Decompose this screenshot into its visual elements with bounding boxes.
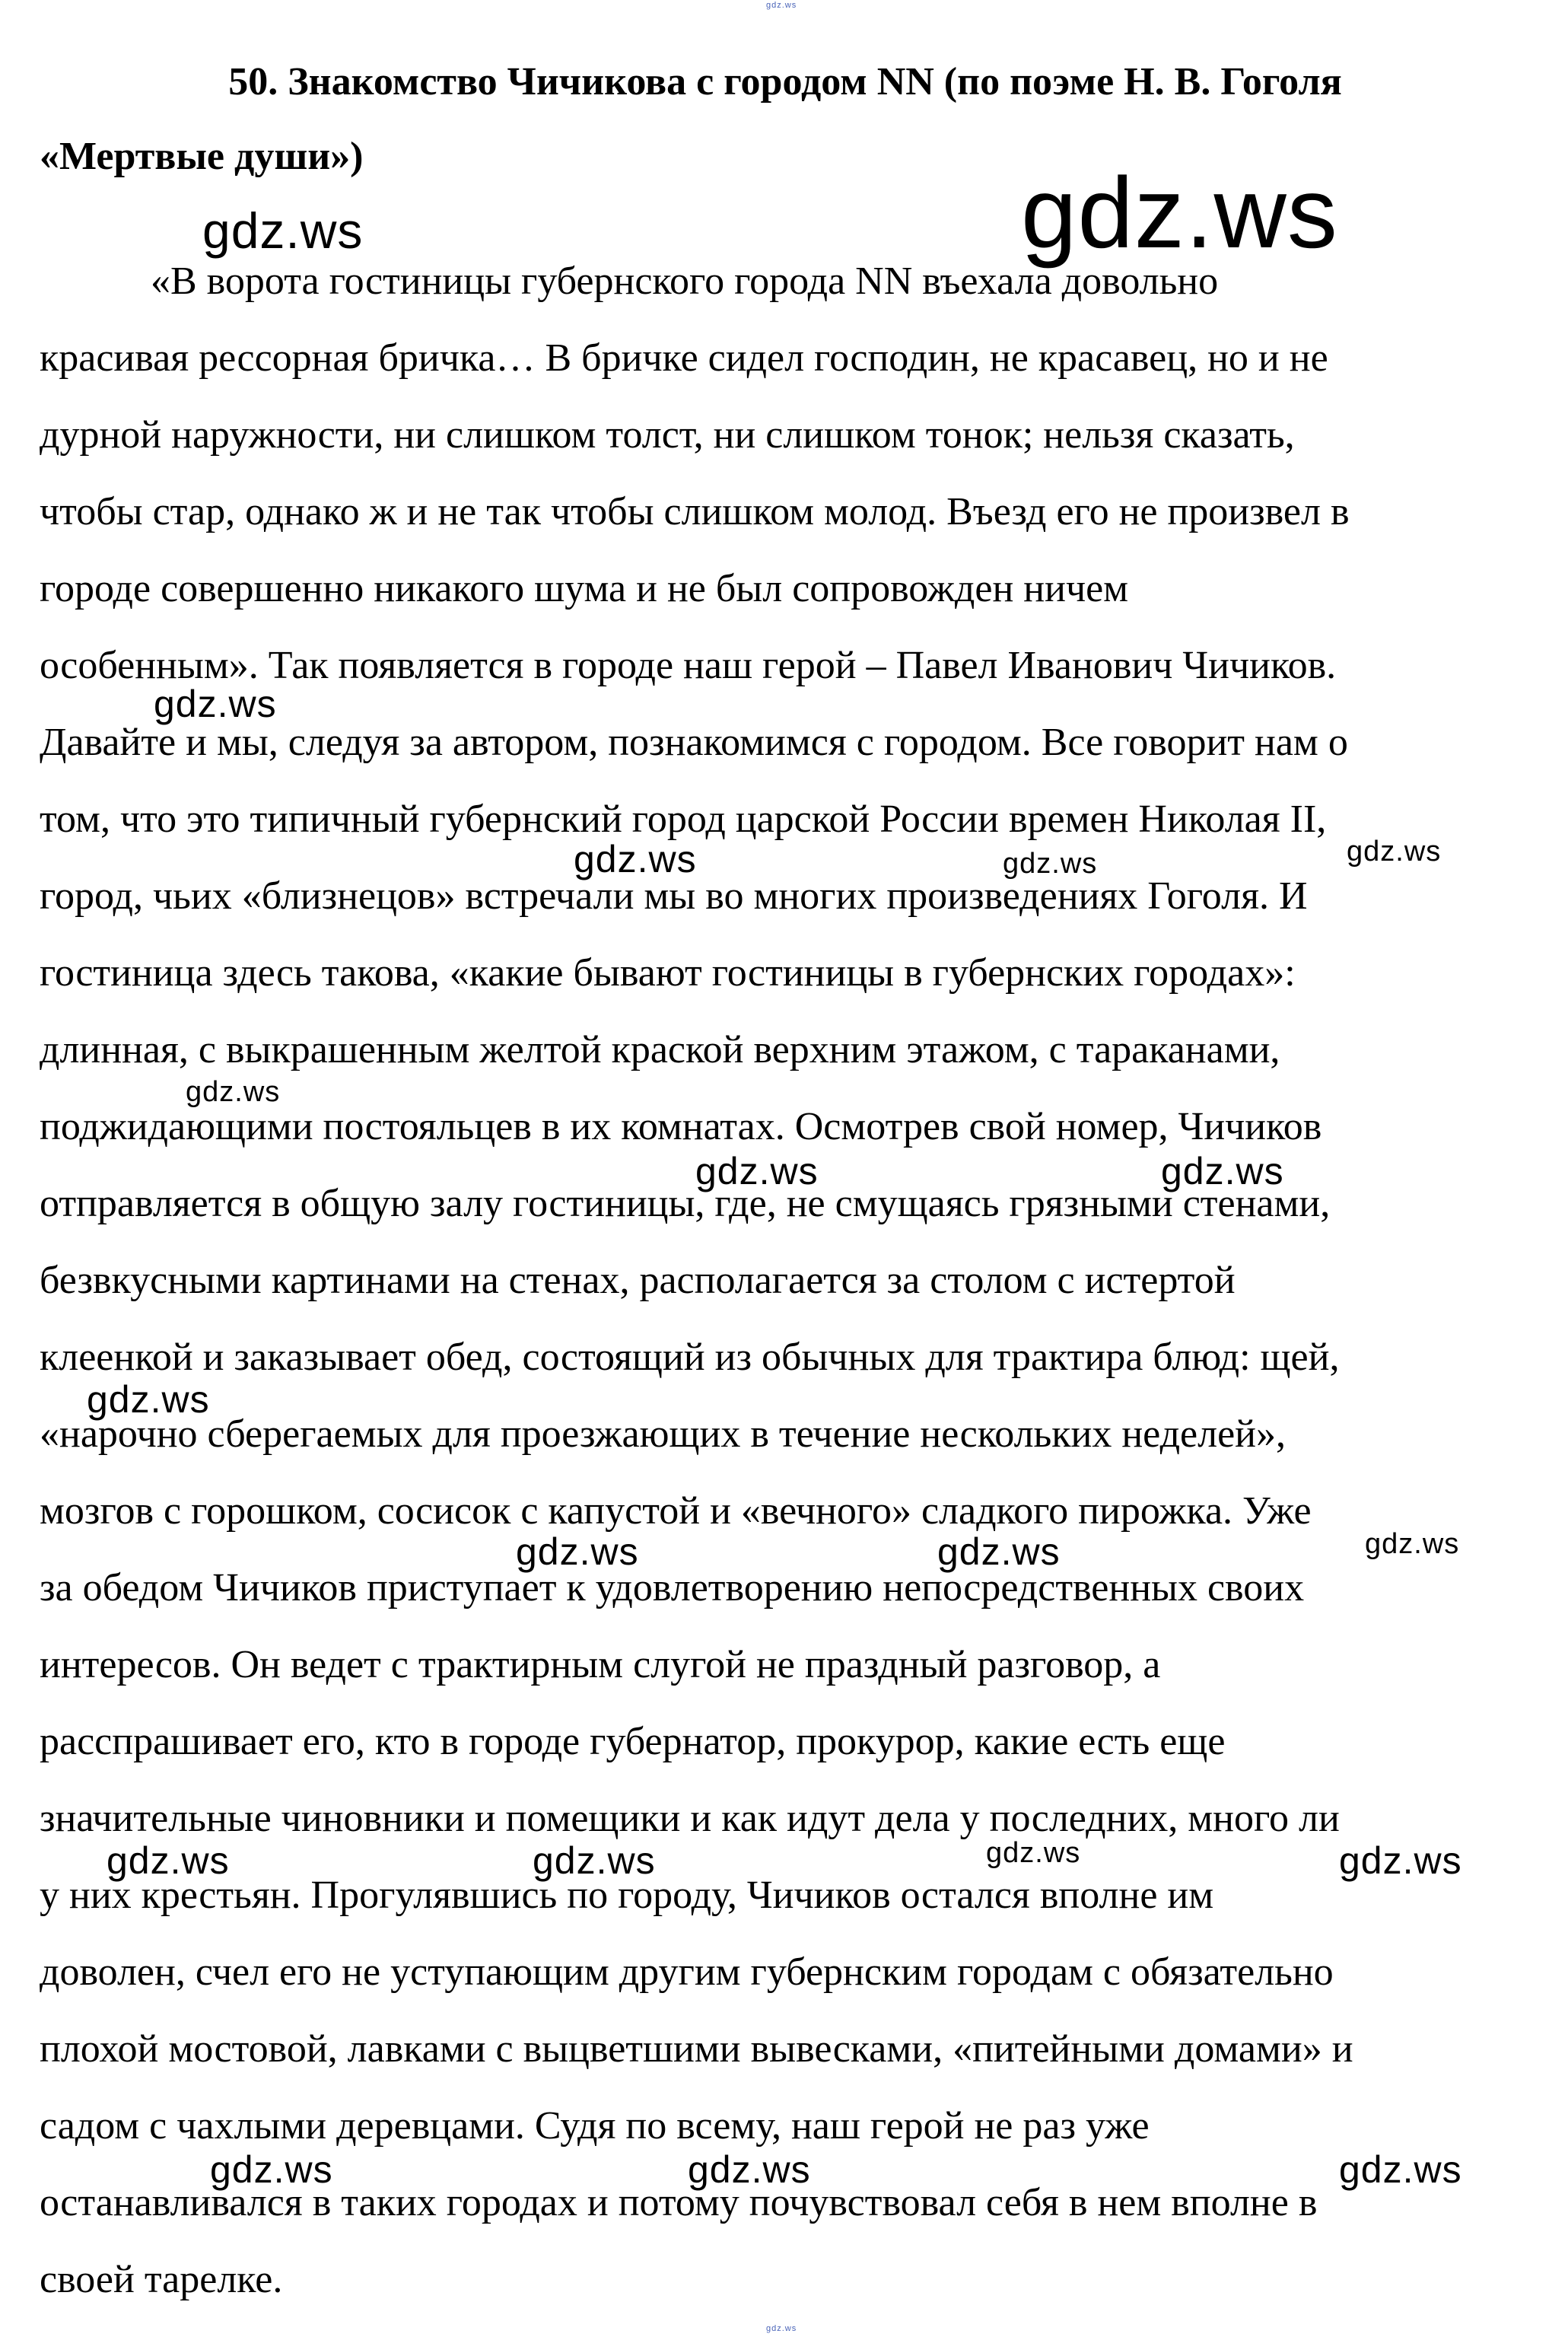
watermark: gdz.ws [937, 1530, 1061, 1573]
title-line-2: «Мертвые души») [40, 135, 364, 178]
watermark: gdz.ws [1003, 848, 1098, 880]
body-line: расспрашивает его, кто в городе губернатор, прокурор, какие есть еще [40, 1720, 1226, 1763]
body-line: «В ворота гостиницы губернского города NN въехала довольно [151, 259, 1219, 303]
watermark: gdz.ws [766, 2324, 797, 2333]
watermark: gdz.ws [574, 838, 697, 880]
body-line: поджидающими постояльцев в их комнатах. Осмотрев свой номер, Чичиков [40, 1105, 1322, 1148]
tiny-watermark: gdz.ws [766, 1, 797, 10]
watermark: gdz.ws [1021, 157, 1338, 269]
watermark: gdz.ws [1347, 836, 1442, 868]
body-line: за обедом Чичиков приступает к удовлетворению непосредственных своих [40, 1566, 1305, 1609]
watermark: gdz.ws [87, 1378, 210, 1421]
body-line: останавливался в таких городах и потому почувствовал себя в нем вполне в [40, 2181, 1318, 2224]
body-line: плохой мостовой, лавками с выцветшими вывесками, «питейными домами» и [40, 2027, 1353, 2071]
body-line: значительные чиновники и помещики и как идут дела у последних, много ли [40, 1797, 1340, 1840]
watermark: gdz.ws [516, 1530, 639, 1573]
body-line: длинная, с выкрашенным желтой краской верхним этажом, с тараканами, [40, 1028, 1280, 1071]
watermark: gdz.ws [154, 683, 277, 725]
watermark: gdz.ws [688, 2148, 811, 2191]
watermark: gdz.ws [107, 1839, 230, 1882]
body-line: красивая рессорная бричка… В бричке сидел господин, не красавец, но и не [40, 336, 1328, 380]
body-line: доволен, счел его не уступающим другим губернским городам с обязательно [40, 1950, 1334, 1994]
body-line: мозгов с горошком, сосисок с капустой и «вечного» сладкого пирожка. Уже [40, 1489, 1312, 1533]
watermark: gdz.ws [202, 202, 364, 259]
body-line: своей тарелке. [40, 2258, 283, 2301]
body-line: клеенкой и заказывает обед, состоящий из обычных для трактира блюд: щей, [40, 1336, 1340, 1379]
body-line: «нарочно сберегаемых для проезжающих в течение нескольких неделей», [40, 1412, 1286, 1456]
title-line-1: 50. Знакомство Чичикова с городом NN (по поэме Н. В. Гоголя [228, 60, 1342, 103]
body-line: дурной наружности, ни слишком толст, ни слишком тонок; нельзя сказать, [40, 413, 1295, 457]
body-line: садом с чахлыми деревцами. Судя по всему, наш герой не раз уже [40, 2104, 1150, 2148]
watermark: gdz.ws [1161, 1150, 1284, 1192]
body-line: Давайте и мы, следуя за автором, познакомимся с городом. Все говорит нам о [40, 721, 1348, 764]
body-line: город, чьих «близнецов» встречали мы во многих произведениях Гоголя. И [40, 874, 1308, 918]
watermark: gdz.ws [1339, 1839, 1462, 1882]
watermark: gdz.ws [1365, 1528, 1460, 1560]
body-line: том, что это типичный губернский город царской России времен Николая II, [40, 798, 1327, 841]
body-line: чтобы стар, однако ж и не так чтобы слишком молод. Въезд его не произвел в [40, 490, 1350, 533]
body-line: отправляется в общую залу гостиницы, где, не смущаясь грязными стенами, [40, 1182, 1331, 1225]
watermark: gdz.ws [1339, 2148, 1462, 2191]
body-line: интересов. Он ведет с трактирным слугой не праздный разговор, а [40, 1643, 1161, 1686]
watermark: gdz.ws [210, 2148, 333, 2191]
watermark: gdz.ws [533, 1839, 656, 1882]
body-line: гостиница здесь такова, «какие бывают гостиницы в губернских городах»: [40, 951, 1296, 995]
watermark: gdz.ws [695, 1150, 819, 1192]
watermark: gdz.ws [186, 1076, 281, 1108]
watermark: gdz.ws [986, 1837, 1081, 1869]
body-line: безвкусными картинами на стенах, располагается за столом с истертой [40, 1259, 1236, 1302]
body-line: городе совершенно никакого шума и не был сопровожден ничем [40, 567, 1129, 610]
body-line: особенным». Так появляется в городе наш герой – Павел Иванович Чичиков. [40, 644, 1337, 687]
body-line: у них крестьян. Прогулявшись по городу, Чичиков остался вполне им [40, 1874, 1214, 1917]
